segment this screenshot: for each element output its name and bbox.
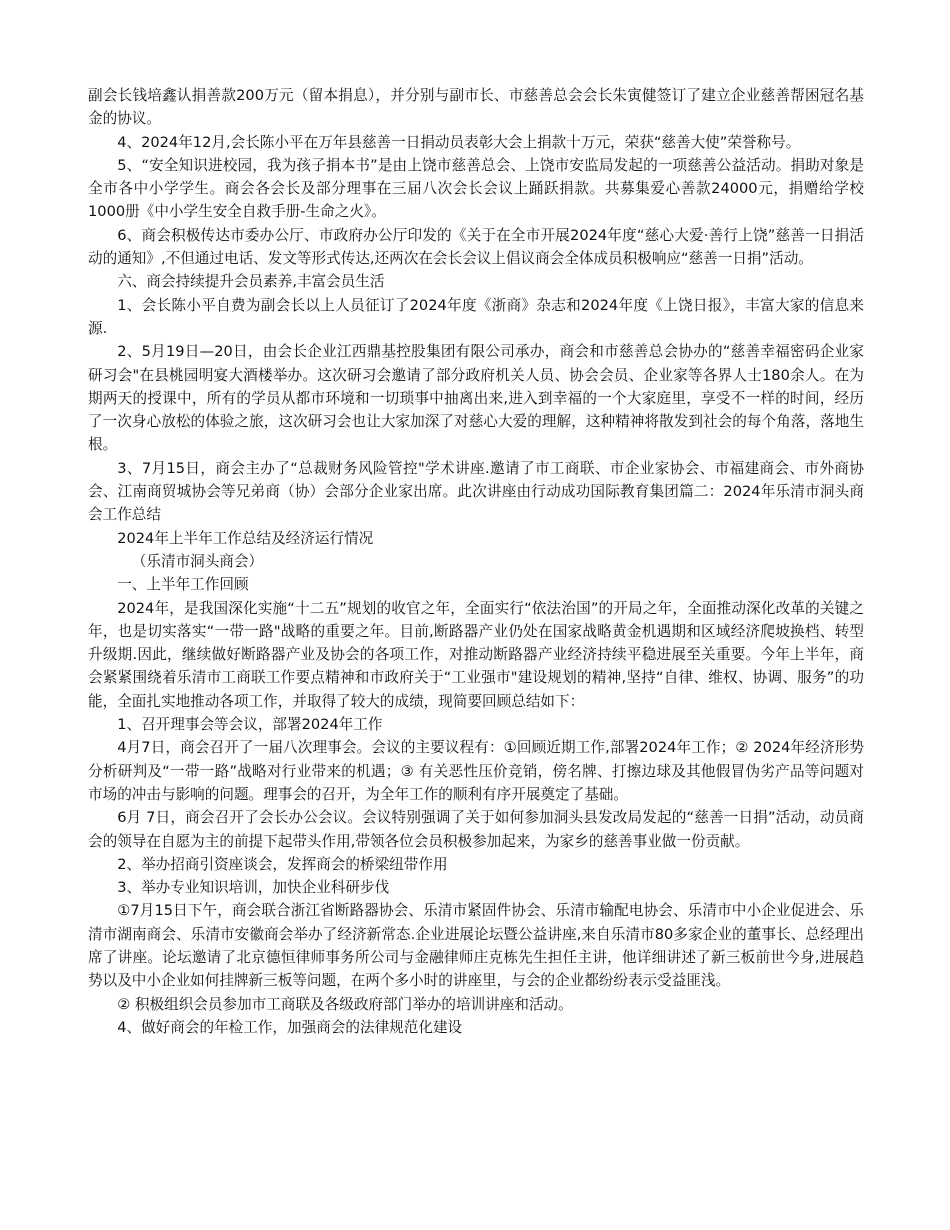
paragraph: 副会长钱培鑫认捐善款200万元（留本捐息），并分别与副市长、市慈善总会会长朱寅健签订了建立企业慈善帮困冠名基金的协议。 [88,87,864,128]
paragraph: 2、5月19日—20日，由会长企业江西鼎基控股集团有限公司承办，商会和市慈善总会协办的“慈善幸福密码企业家研习会"在县桃园明宴大酒楼举办。这次研习会邀请了部分政府机关人员、协会会员、企业家等各界人士180余人。在为期两天的授课中，所有的学员从都市环境和一切琐事中抽离出来,进入到幸福的一个大家庭里，享受不一样的时间，经历了一次身心放松的体验之旅，这次研习会也让大家加深了对慈心大爱的理解，这种精神将散发到社会的每个角落，落地生根。 [88,343,864,454]
paragraph: 5、“安全知识进校园，我为孩子捐本书”是由上饶市慈善总会、上饶市安监局发起的一项慈善公益活动。捐助对象是全市各中小学学生。商会各会长及部分理事在三届八次会长会议上踊跃捐款。共募集爱心善款24000元，捐赠给学校1000册《中小学生安全自救手册-生命之火》。 [88,156,864,221]
paragraph: 6月 7日，商会召开了会长办公会议。会议特别强调了关于如何参加洞头县发改局发起的“慈善一日捐”活动，动员商会的领导在自愿为主的前提下起带头作用,带领各位会员积极参加起来，为家乡的慈善事业做一份贡献。 [88,809,864,850]
subsection-heading: 1、召开理事会等会议，部署2024年工作 [117,716,383,734]
paragraph: ①7月15日下午，商会联合浙江省断路器协会、乐清市紧固件协会、乐清市输配电协会、乐清市中小企业促进会、乐清市湖南商会、乐清市安徽商会举办了经济新常态.企业进展论坛暨公益讲座,来自乐清市80多家企业的董事长、总经理出席了讲座。论坛邀请了北京德恒律师事务所公司与金融律师庄克栋先生担任主讲，他详细讲述了新三板前世今身,进展趋势以及中小企业如何挂牌新三板等问题，在两个多小时的讲座里，与会的企业都纷纷表示受益匪浅。 [88,902,864,990]
section-heading: 一、上半年工作回顾 [117,576,249,594]
subsection-heading: 3、举办专业知识培训，加快企业科研步伐 [117,879,390,897]
document-subtitle: （乐清市洞头商会） [131,552,264,570]
subsection-heading: 4、做好商会的年检工作，加强商会的法律规范化建设 [117,1018,463,1036]
paragraph: 2024年，是我国深化实施“十二五”规划的收官之年，全面实行“依法治国”的开局之年，全面推动深化改革的关键之年，也是切实落实“一带一路"战略的重要之年。目前,断路器产业仍处在国家战略黄金机遇期和区域经济爬坡换档、转型升级期.因此，继续做好断路器产业及协会的各项工作，对推动断路器产业经济持续平稳进展至关重要。今年上半年，商会紧紧围绕着乐清市工商联工作要点精神和市政府关于“工业强市"建设规划的精神,坚持“自律、维权、协调、服务”的功能，全面扎实地推动各项工作，并取得了较大的成绩，现简要回顾总结如下： [88,599,864,710]
paragraph: ② 积极组织会员参加市工商联及各级政府部门举办的培训讲座和活动。 [117,995,573,1013]
paragraph: 3、7月15日，商会主办了“总裁财务风险管控"学术讲座.邀请了市工商联、市企业家协会、市福建商会、市外商协会、江南商贸城协会等兄弟商（协）会部分企业家出席。此次讲座由行动成功国际教育集团篇二：2024年乐清市洞头商会工作总结 [88,459,864,524]
document-title: 2024年上半年工作总结及经济运行情况 [117,529,374,547]
document-body [88,84,864,1039]
subsection-heading: 2、举办招商引资座谈会，发挥商会的桥梁纽带作用 [117,855,448,873]
paragraph: 4、2024年12月,会长陈小平在万年县慈善一日捐动员表彰大会上捐款十万元，荣获“慈善大使”荣誉称号。 [117,133,801,151]
paragraph: 4月7日，商会召开了一届八次理事会。会议的主要议程有：①回顾近期工作,部署2024年工作；② 2024年经济形势分析研判及“一带一路”战略对行业带来的机遇；③ 有关恶性压价竞销，傍名牌、打擦边球及其他假冒伪劣产品等问题对市场的冲击与影响的问题。理事会的召开，为全年工作的顺利有序开展奠定了基础。 [88,739,864,803]
section-heading: 六、商会持续提升会员素养,丰富会员生活 [117,273,385,291]
paragraph: 6、商会积极传达市委办公厅、市政府办公厅印发的《关于在全市开展2024年度“慈心大爱·善行上饶”慈善一日捐活动的通知》,不但通过电话、发文等形式传达,还两次在会长会议上倡议商会全体成员积极响应“慈善一日捐”活动。 [88,226,864,268]
paragraph: 1、会长陈小平自费为副会长以上人员征订了2024年度《浙商》杂志和2024年度《上饶日报》，丰富大家的信息来源. [88,296,864,337]
